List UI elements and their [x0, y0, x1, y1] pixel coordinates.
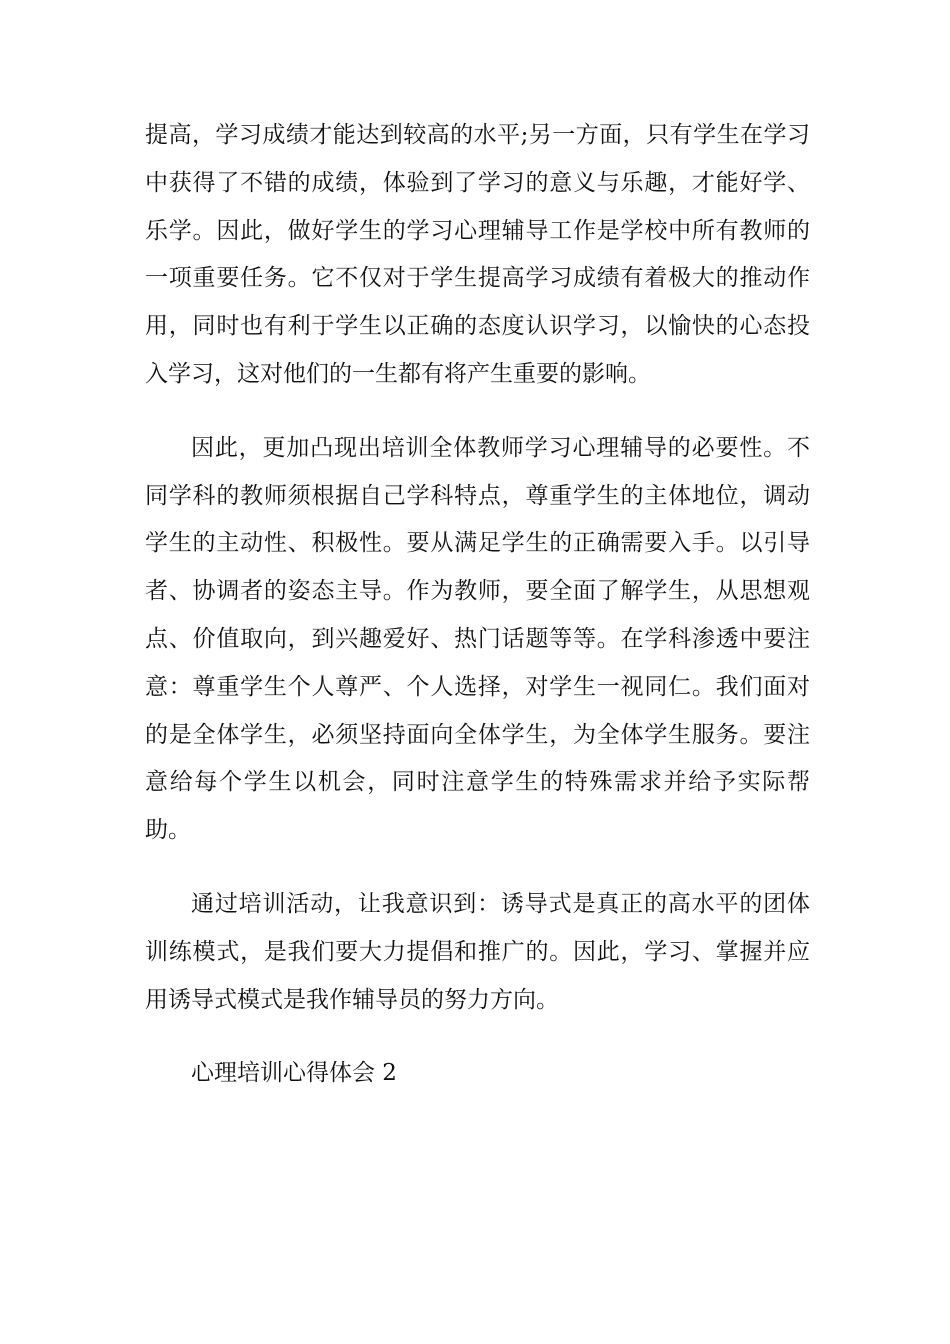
paragraph-1: 提高，学习成绩才能达到较高的水平;另一方面，只有学生在学习中获得了不错的成绩，体验到了学习的意义与乐趣，才能好学、乐学。因此，做好学生的学习心理辅导工作是学校中所有教师的一项重要任务。它不仅对于学生提高学习成绩有着极大的推动作用，同时也有利于学生以正确的态度认识学习，以愉快的心态投入学习，这对他们的一生都有将产生重要的影响。 [145, 122, 810, 387]
paragraph-3: 通过培训活动，让我意识到：诱导式是真正的高水平的团体训练模式，是我们要大力提倡和推广的。因此，学习、掌握并应用诱导式模式是我作辅导员的努力方向。 [145, 890, 810, 1013]
paragraph-2: 因此，更加凸现出培训全体教师学习心理辅导的必要性。不同学科的教师须根据自己学科特点，尊重学生的主体地位，调动学生的主动性、积极性。要从满足学生的正确需要入手。以引导者、协调者的姿态主导。作为教师，要全面了解学生，从思想观点、价值取向，到兴趣爱好、热门话题等等。在学科渗透中要注意：尊重学生个人尊严、个人选择，对学生一视同仁。我们面对的是全体学生，必须坚持面向全体学生，为全体学生服务。要注意给每个学生以机会，同时注意学生的特殊需求并给予实际帮助。 [145, 434, 810, 844]
section-heading: 心理培训心得体会 2 [191, 1060, 397, 1087]
document-body [145, 112, 810, 1098]
